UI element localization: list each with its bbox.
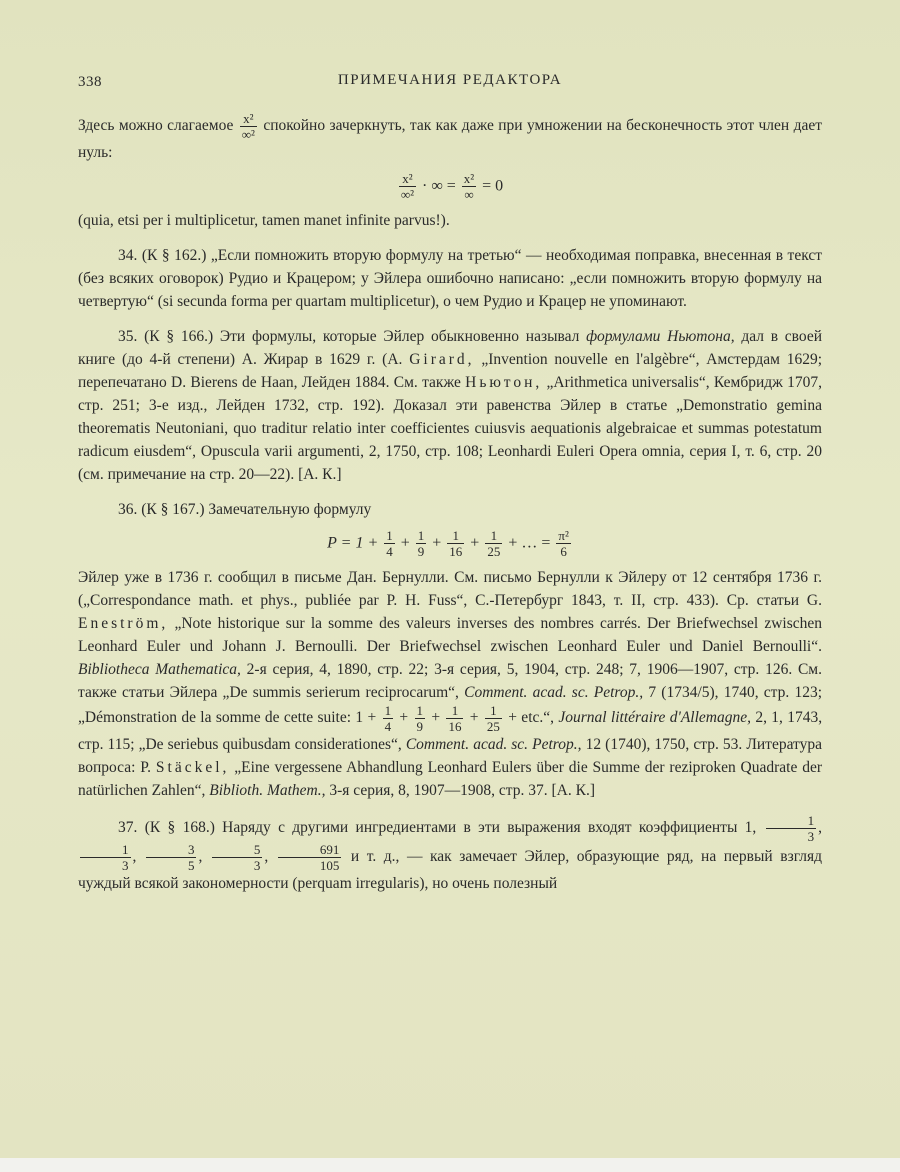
text: 35. (К § 166.) Эти формулы, которые Эйлер обыкновенно называл	[118, 328, 580, 345]
fraction	[80, 843, 131, 872]
text: 37. (К § 168.) Наряду с другими ингредиентами в эти выражения входят коэффициенты 1,	[118, 819, 757, 837]
fraction	[485, 529, 502, 558]
operator: +	[431, 709, 441, 727]
operator: +	[399, 709, 409, 727]
author-name: Ньютон,	[465, 374, 543, 391]
author-name: Stäckel,	[155, 759, 230, 776]
fraction	[462, 172, 476, 201]
result: = 0	[482, 177, 504, 195]
scan-edge	[0, 1158, 900, 1172]
text: ,	[264, 848, 269, 866]
journal-title: Bibliotheca Mathematica,	[78, 661, 241, 678]
denominator: 9	[416, 719, 424, 734]
author-name: Girard,	[409, 351, 475, 368]
equation-zero-limit	[78, 172, 822, 201]
numerator: 1	[80, 843, 131, 858]
text: + etc.“,	[508, 709, 555, 727]
note-35	[78, 325, 822, 486]
text: „Arithmetica universalis“, Кембридж 1707, стр. 251; 3-е изд., Лейден 1732, стр. 192). Доказал эти равенства Эйлер в статье „Demonstratio gemina theorematis Neutoniani, quo traditur relatio inter coefficientes cuiusvis aequationis algebraicae et summas potestatum radicum eiusdem“, Opuscula varii argumenti, 2, 1750, стр. 108; Leonhardi Euleri Opera omnia, серия I, т. 6, стр. 20 (см. примечание на стр. 20—22). [А. К.]	[78, 374, 823, 483]
denominator: 5	[187, 858, 195, 873]
denominator: ∞²	[241, 127, 255, 142]
numerator: 1	[417, 528, 425, 543]
fraction	[278, 843, 342, 872]
denominator: 6	[560, 544, 567, 559]
paragraph-zero-term	[78, 112, 822, 164]
numerator: 1	[446, 704, 463, 719]
fraction	[415, 704, 426, 733]
numerator: 1	[447, 529, 464, 544]
fraction	[399, 172, 416, 201]
denominator: 25	[487, 544, 501, 559]
numerator: 5	[212, 843, 263, 858]
fraction-x2-inf2	[240, 112, 257, 141]
operator: +	[470, 534, 480, 552]
author-name: Eneström,	[78, 615, 169, 632]
text: Эйлер уже в 1736 г. сообщил в письме Дан. Бернулли. См. письмо Бернулли к Эйлеру от 12 сентября 1736 г. („Correspondance math. et phys., publiée par P. H. Fuss“, С.-Петербург 1843, т. II, стр. 433). Ср. статьи G.	[78, 569, 822, 609]
fraction	[485, 704, 502, 733]
numerator: π²	[558, 528, 569, 543]
note-37	[78, 814, 822, 895]
denominator: 4	[386, 544, 393, 559]
operator: +	[469, 709, 479, 727]
fraction	[446, 704, 463, 733]
numerator: 691	[278, 843, 342, 858]
text: и т. д., — как замечает Эйлер, образующие ряд, на первый взгляд чуждый всякой закономерности (perquam irregularis), но очень полезный	[78, 848, 823, 892]
fraction	[146, 843, 197, 872]
numerator: x²	[463, 171, 475, 186]
denominator: 3	[122, 858, 129, 873]
fraction	[383, 704, 394, 733]
numerator: 1	[386, 528, 393, 543]
numerator: 3	[146, 843, 197, 858]
equation-basel	[78, 529, 822, 558]
text: 2-я серия, 4, 1890, стр. 22; 3-я серия, 5, 1904, стр. 248; 7, 1906—1907, стр. 126. См. также статьи Эйлера „De summis serierum reciprocarum“,	[78, 661, 822, 701]
denominator: 3	[253, 858, 261, 873]
numerator: x²	[240, 112, 257, 127]
text: 2, 1, 1743, стр. 115; „De seriebus quibusdam considerationes“,	[78, 709, 823, 753]
lhs: P = 1 +	[327, 534, 379, 552]
text: ,	[198, 848, 203, 866]
denominator: 9	[417, 544, 425, 559]
text: ,	[818, 819, 823, 837]
text: 3-я серия, 8, 1907—1908, стр. 37. [А. К.]	[329, 782, 596, 799]
note-36-intro: 36. (К § 167.) Замечательную формулу	[118, 501, 372, 518]
numerator: x²	[399, 172, 416, 187]
journal-title: Journal littéraire d'Allemagne,	[558, 709, 751, 727]
fraction	[766, 814, 817, 843]
numerator: 1	[485, 529, 502, 544]
operator: · ∞ =	[421, 177, 456, 195]
math: 1 +	[355, 709, 377, 727]
fraction	[384, 529, 395, 558]
fraction	[556, 529, 570, 558]
denominator: 16	[449, 544, 463, 559]
page-number: 338	[78, 74, 102, 90]
text: дал в своей книге (до 4-й степени) А. Жирар в 1629 г. (A.	[78, 328, 823, 368]
text: спокойно зачеркнуть, так как даже при умножении на бесконечность этот член дает нуль:	[78, 117, 822, 161]
numerator: 1	[384, 703, 392, 718]
text: 7 (1734/5), 1740, стр. 123; „Démonstration de la somme de cette suite:	[78, 684, 823, 727]
running-header	[78, 70, 822, 94]
denominator: ∞²	[400, 187, 414, 202]
text: „Eine vergessene Abhandlung Leonhard Eulers über die Summe der reziproken Quadrate der natürlichen Zahlen“,	[78, 759, 823, 799]
operator: + … =	[508, 534, 551, 552]
text: ,	[132, 848, 137, 866]
page-body	[78, 112, 822, 895]
text: Здесь можно слагаемое	[78, 117, 234, 135]
text: 12 (1740), 1750, стр. 53. Литература вопроса: P.	[78, 736, 822, 776]
journal-title: Biblioth. Mathem.,	[209, 782, 326, 799]
note-34: 34. (К § 162.) „Если помножить вторую формулу на третью“ — необходимая поправка, внесенная в текст (без всяких оговорок) Рудио и Крацером; у Эйлера ошибочно написано: „если помножить вторую формулу на четвертую“ (si secunda forma per quartam multiplicetur), о чем Рудио и Крацер не упоминают.	[78, 247, 822, 310]
operator: +	[432, 534, 442, 552]
denominator: 4	[384, 719, 392, 734]
denominator: 3	[807, 829, 815, 844]
denominator: 16	[448, 719, 462, 734]
journal-title: Comment. acad. sc. Petrop.,	[405, 736, 582, 753]
note-36-body	[78, 566, 822, 802]
text: „Invention nouvelle en l'algèbre“, Амстердам 1629; перепечатано D. Bierens de Haan, Лейден 1884. См. также	[78, 351, 823, 391]
numerator: 1	[766, 814, 817, 829]
denominator: 105	[319, 858, 340, 873]
text: „Note historique sur la somme des valeurs inverses des nombres carrés. Der Briefwechsel zwischen Leonhard Euler und Johann J. Bernoulli. Der Briefwechsel zwischen Leonhard Euler und Daniel Bernoulli“.	[78, 615, 823, 655]
journal-title: Comment. acad. sc. Petrop.,	[464, 684, 644, 701]
numerator: 1	[416, 703, 424, 718]
numerator: 1	[485, 704, 502, 719]
running-title: ПРИМЕЧАНИЯ РЕДАКТОРА	[337, 72, 563, 88]
italic-text: формулами Ньютона,	[586, 328, 735, 345]
fraction	[212, 843, 263, 872]
operator: +	[400, 534, 410, 552]
latin-quote: (quia, etsi per i multiplicetur, tamen manet infinite parvus!).	[78, 212, 450, 229]
denominator: ∞	[464, 187, 474, 202]
fraction	[416, 529, 427, 558]
denominator: 25	[486, 719, 500, 734]
fraction	[447, 529, 464, 558]
